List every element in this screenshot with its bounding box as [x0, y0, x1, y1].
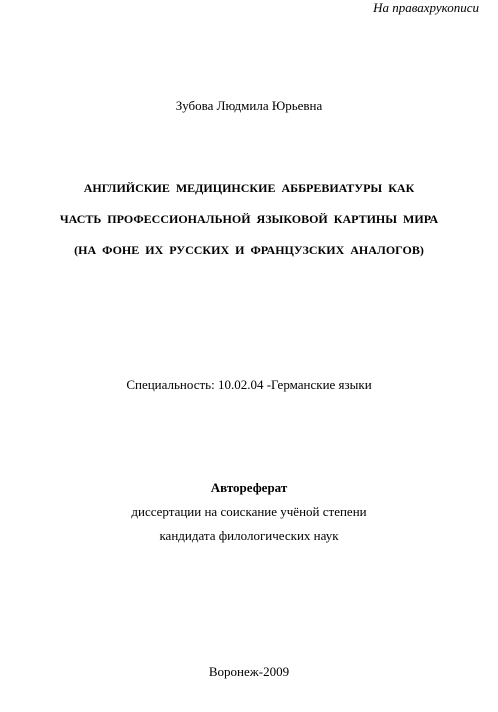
specialty-line: Специальность: 10.02.04 -Германские языки: [126, 377, 372, 392]
city-year: Воронеж-2009: [208, 664, 290, 679]
title-line-1: АНГЛИЙСКИЕ МЕДИЦИНСКИЕ АББРЕВИАТУРЫ КАК: [83, 181, 415, 195]
title-line-3: (НА ФОНЕ ИХ РУССКИХ И ФРАНЦУЗСКИХ АНАЛОГОВ): [74, 243, 424, 257]
title-line-2: ЧАСТЬ ПРОФЕССИОНАЛЬНОЙ ЯЗЫКОВОЙ КАРТИНЫ МИРА: [59, 212, 439, 226]
abstract-heading: Автореферат: [210, 480, 288, 495]
author-name: Зубова Людмила Юрьевна: [175, 98, 323, 113]
abstract-line-1: диссертации на соискание учёной степени: [131, 504, 367, 519]
manuscript-rights-note: На правахрукописи: [373, 0, 479, 15]
dissertation-title: [0, 180, 498, 273]
abstract-block: [0, 480, 498, 552]
abstract-line-2: кандидата филологических наук: [159, 528, 339, 543]
